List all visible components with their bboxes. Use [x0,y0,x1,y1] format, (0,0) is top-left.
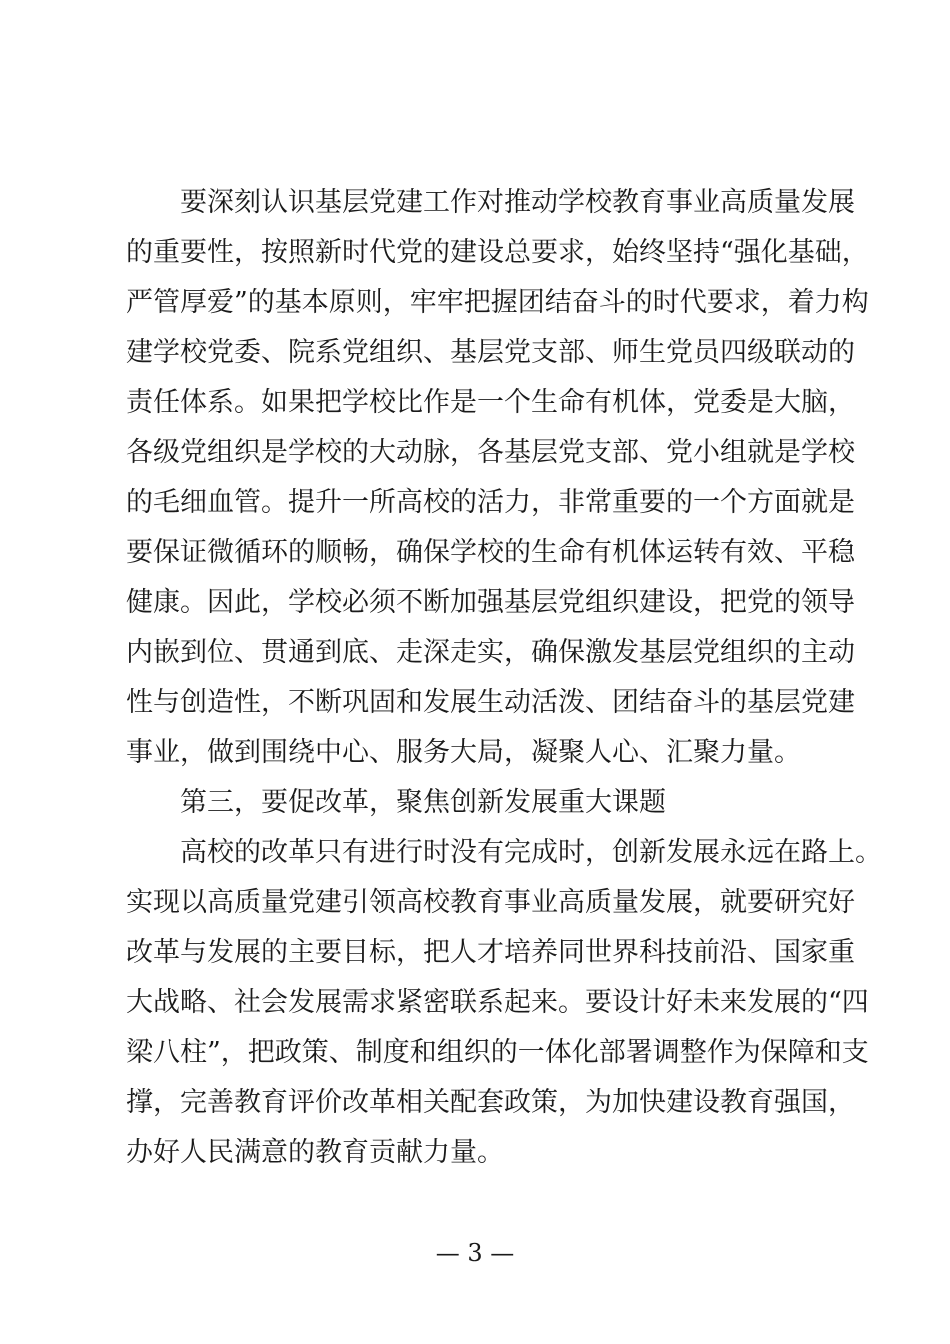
paragraph-1-line-3: 严管厚爱”的基本原则，牢牢把握团结奋斗的时代要求，着力构 [126,287,869,318]
paragraph-2-line-2: 实现以高质量党建引领高校教育事业高质量发展，就要研究好 [126,887,855,918]
paragraph-1-line-6: 各级党组织是学校的大动脉，各基层党支部、党小组就是学校 [126,437,855,468]
paragraph-1-line-11: 性与创造性，不断巩固和发展生动活泼、团结奋斗的基层党建 [126,687,855,718]
paragraph-2-line-7: 办好人民满意的教育贡献力量。 [126,1137,504,1168]
paragraph-1-line-7: 的毛细血管。提升一所高校的活力，非常重要的一个方面就是 [126,487,855,518]
page-number: — 3 — [435,1239,515,1267]
paragraph-2-line-5: 梁八柱”，把政策、制度和组织的一体化部署调整作为保障和支 [126,1037,869,1068]
paragraph-2-line-6: 撑，完善教育评价改革相关配套政策，为加快建设教育强国， [126,1087,855,1118]
paragraph-1-line-10: 内嵌到位、贯通到底、走深走实，确保激发基层党组织的主动 [126,637,855,668]
paragraph-1-line-5: 责任体系。如果把学校比作是一个生命有机体，党委是大脑， [126,387,855,418]
paragraph-1-line-1: 要深刻认识基层党建工作对推动学校教育事业高质量发展 [180,187,855,218]
paragraph-1-line-9: 健康。因此，学校必须不断加强基层党组织建设，把党的领导 [126,587,855,618]
paragraph-1-line-2: 的重要性，按照新时代党的建设总要求，始终坚持“强化基础， [126,237,869,268]
paragraph-1-line-4: 建学校党委、院系党组织、基层党支部、师生党员四级联动的 [126,337,855,368]
paragraph-2-line-4: 大战略、社会发展需求紧密联系起来。要设计好未来发展的“四 [126,987,869,1018]
paragraph-2-line-1: 高校的改革只有进行时没有完成时，创新发展永远在路上。 [180,837,882,868]
paragraph-1-line-8: 要保证微循环的顺畅，确保学校的生命有机体运转有效、平稳 [126,537,855,568]
paragraph-2-line-3: 改革与发展的主要目标，把人才培养同世界科技前沿、国家重 [126,937,855,968]
paragraph-1-line-12: 事业，做到围绕中心、服务大局，凝聚人心、汇聚力量。 [126,737,801,768]
section-heading: 第三，要促改革，聚焦创新发展重大课题 [180,787,666,818]
